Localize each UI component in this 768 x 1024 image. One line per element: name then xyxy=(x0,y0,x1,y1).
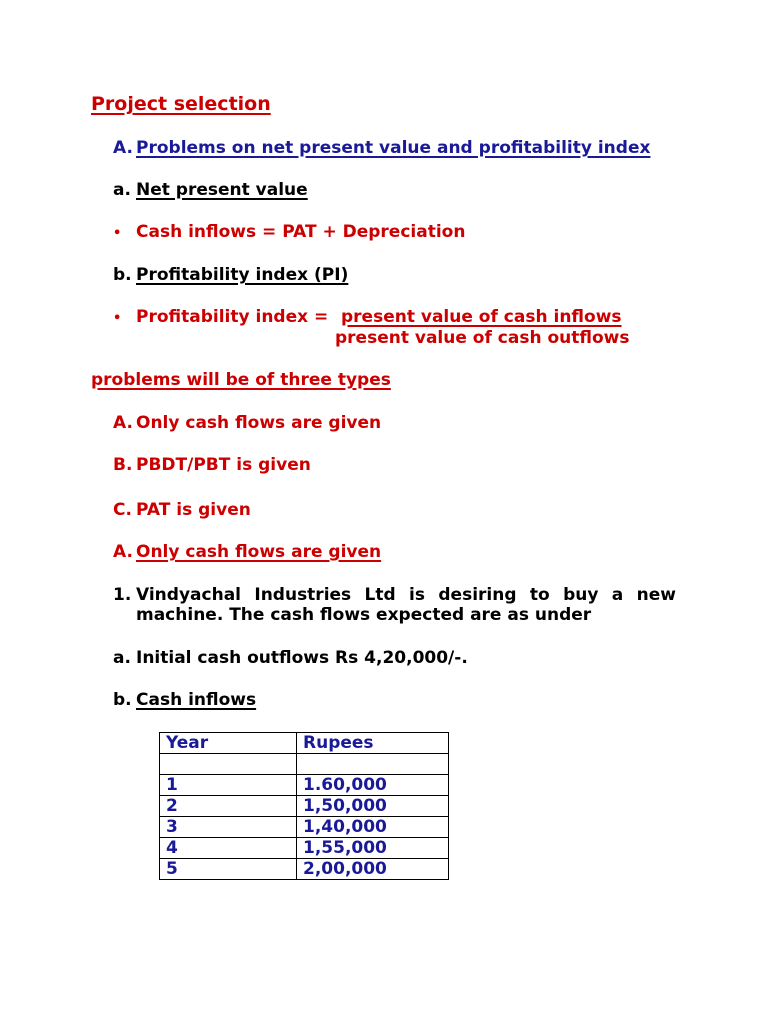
section-a-marker: A. xyxy=(113,138,133,158)
table-cell-rupees: 1,40,000 xyxy=(297,817,449,838)
table-cell-rupees: 1.60,000 xyxy=(297,775,449,796)
table-row xyxy=(160,754,449,775)
header-year: Year xyxy=(160,733,297,754)
table-cell-rupees: 1,55,000 xyxy=(297,838,449,859)
problem-1-line-2: machine. The cash flows expected are as under xyxy=(136,605,592,625)
table-cell-rupees: 1,50,000 xyxy=(297,796,449,817)
pi-marker: b. xyxy=(113,265,132,285)
table-cell-year: 3 xyxy=(160,817,297,838)
table-row xyxy=(160,796,449,817)
item-a-text: Initial cash outflows Rs 4,20,000/-. xyxy=(136,648,468,668)
type-b-text: PBDT/PBT is given xyxy=(136,455,311,475)
table-cell-year xyxy=(160,754,297,775)
table-cell-year: 2 xyxy=(160,796,297,817)
table-cell-year: 4 xyxy=(160,838,297,859)
pi-bullet: • xyxy=(113,311,122,326)
cash-inflows-table xyxy=(159,732,449,880)
item-b-marker: b. xyxy=(113,690,132,710)
type-a-marker: A. xyxy=(113,413,133,433)
pi-formula-lhs: Profitability index = xyxy=(136,307,329,327)
npv-bullet: • xyxy=(113,226,122,241)
table-row xyxy=(160,775,449,796)
table-row xyxy=(160,859,449,880)
npv-marker: a. xyxy=(113,180,131,200)
type-c-marker: C. xyxy=(113,500,132,520)
table-cell-year: 5 xyxy=(160,859,297,880)
table-cell-rupees xyxy=(297,754,449,775)
types-heading: problems will be of three types xyxy=(91,370,391,390)
item-a-marker: a. xyxy=(113,648,131,668)
pi-heading: Profitability index (PI) xyxy=(136,265,349,285)
pi-numerator: present value of cash inflows xyxy=(341,307,622,327)
table-row xyxy=(160,817,449,838)
table-header-row xyxy=(160,733,449,754)
problem-1-marker: 1. xyxy=(113,585,132,605)
type-a-text: Only cash flows are given xyxy=(136,413,382,433)
section-a-heading: Problems on net present value and profitability index xyxy=(136,138,651,158)
pi-denominator: present value of cash outflows xyxy=(335,328,630,348)
type-c-text: PAT is given xyxy=(136,500,251,520)
npv-formula: Cash inflows = PAT + Depreciation xyxy=(136,222,466,242)
item-b-heading: Cash inflows xyxy=(136,690,257,710)
table-cell-rupees: 2,00,000 xyxy=(297,859,449,880)
type-a-section-heading: Only cash flows are given xyxy=(136,542,382,562)
header-rupees: Rupees xyxy=(297,733,449,754)
page-title: Project selection xyxy=(91,93,271,115)
problem-1-line-1: Vindyachal Industries Ltd is desiring to buy a new xyxy=(136,585,676,605)
type-a-section-marker: A. xyxy=(113,542,133,562)
type-b-marker: B. xyxy=(113,455,133,475)
table-row xyxy=(160,838,449,859)
table-cell-year: 1 xyxy=(160,775,297,796)
npv-heading: Net present value xyxy=(136,180,308,200)
